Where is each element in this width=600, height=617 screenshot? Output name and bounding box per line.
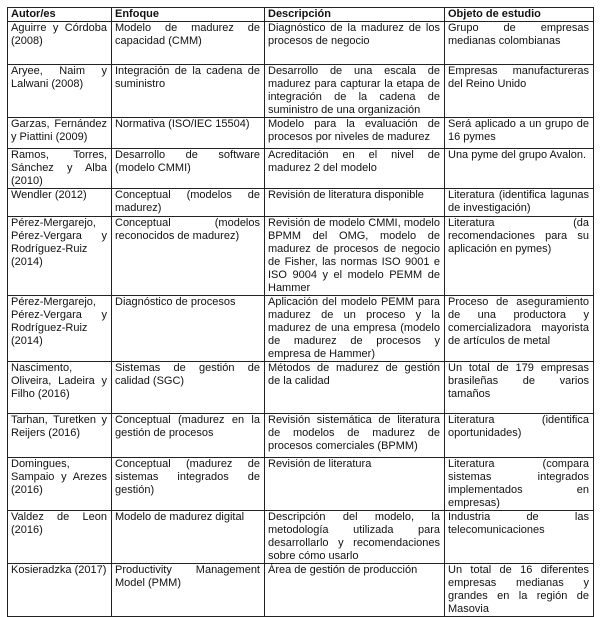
table-row: [8, 511, 594, 564]
header-approach: Enfoque: [112, 8, 265, 22]
cell-object: Empresas manufactureras del Reino Unido: [445, 65, 594, 118]
cell-object: Será aplicado a un grupo de 16 pymes: [445, 118, 594, 149]
cell-approach: Normativa (ISO/IEC 15504): [112, 118, 265, 149]
table-row: [8, 458, 594, 511]
cell-authors: Garzas, Fernández y Piattini (2009): [8, 118, 112, 149]
cell-object: Literatura (da recomendaciones para su aplicación en pymes): [445, 217, 594, 296]
header-object: Objeto de estudio: [445, 8, 594, 22]
header-authors: Autor/es: [8, 8, 112, 22]
cell-description: Aplicación del modelo PEMM para madurez de un proceso y la madurez de una empresa (modelo de madurez de procesos y empresa de Hammer): [265, 296, 445, 362]
cell-authors: Tarhan, Turetken y Reijers (2016): [8, 414, 112, 458]
cell-approach: Integración de la cadena de suministro: [112, 65, 265, 118]
cell-authors: Kosieradzka (2017): [8, 564, 112, 617]
cell-object: Proceso de aseguramiento de una productora y comercializadora mayorista de artículos de metal: [445, 296, 594, 362]
cell-description: Revisión sistemática de literatura de modelos de madurez de procesos comerciales (BPMM): [265, 414, 445, 458]
cell-description: Modelo para la evaluación de procesos por niveles de madurez: [265, 118, 445, 149]
table-row: [8, 217, 594, 296]
cell-authors: Domingues, Sampaio y Arezes (2016): [8, 458, 112, 511]
cell-object: Literatura (identifica oportunidades): [445, 414, 594, 458]
cell-description: Revisión de literatura disponible: [265, 189, 445, 217]
cell-object: Un total de 16 diferentes empresas medianas y grandes en la región de Masovia: [445, 564, 594, 617]
cell-approach: Modelo de madurez digital: [112, 511, 265, 564]
header-row: [8, 8, 594, 22]
cell-approach: Modelo de madurez de capacidad (CMM): [112, 22, 265, 65]
cell-description: Revisión de literatura: [265, 458, 445, 511]
cell-authors: Pérez-Mergarejo, Pérez-Vergara y Rodríguez-Ruiz (2014): [8, 217, 112, 296]
cell-approach: Conceptual (modelos reconocidos de madurez): [112, 217, 265, 296]
cell-approach: Conceptual (modelos de madurez): [112, 189, 265, 217]
cell-object: Una pyme del grupo Avalon.: [445, 149, 594, 189]
cell-authors: Valdez de Leon (2016): [8, 511, 112, 564]
table-row: [8, 65, 594, 118]
cell-approach: Productivity Management Model (PMM): [112, 564, 265, 617]
cell-object: Un total de 179 empresas brasileñas de varios tamaños: [445, 362, 594, 414]
cell-authors: Aguirre y Córdoba (2008): [8, 22, 112, 65]
cell-authors: Aryee, Naim y Lalwani (2008): [8, 65, 112, 118]
table-row: [8, 189, 594, 217]
cell-description: Desarrollo de una escala de madurez para capturar la etapa de integración de la cadena de suministro de una organización: [265, 65, 445, 118]
cell-description: Métodos de madurez de gestión de la calidad: [265, 362, 445, 414]
cell-authors: Wendler (2012): [8, 189, 112, 217]
cell-description: Acreditación en el nivel de madurez 2 del modelo: [265, 149, 445, 189]
table-row: [8, 118, 594, 149]
table-row: [8, 414, 594, 458]
header-description: Descripción: [265, 8, 445, 22]
cell-object: Literatura (identifica lagunas de investigación): [445, 189, 594, 217]
table-row: [8, 296, 594, 362]
cell-approach: Conceptual (madurez de sistemas integrados de gestión): [112, 458, 265, 511]
table-row: [8, 149, 594, 189]
table-row: [8, 362, 594, 414]
cell-approach: Diagnóstico de procesos: [112, 296, 265, 362]
cell-description: Revisión de modelo CMMI, modelo BPMM del OMG, modelo de madurez de procesos de negocio de Fisher, las normas ISO 9001 e ISO 9004 y el modelo PEMM de Hammer: [265, 217, 445, 296]
cell-authors: Nascimento, Oliveira, Ladeira y Filho (2016): [8, 362, 112, 414]
cell-approach: Sistemas de gestión de calidad (SGC): [112, 362, 265, 414]
cell-description: Área de gestión de producción: [265, 564, 445, 617]
cell-description: Descripción del modelo, la metodología utilizada para desarrollarlo y recomendaciones sobre cómo usarlo: [265, 511, 445, 564]
cell-approach: Desarrollo de software (modelo CMMI): [112, 149, 265, 189]
cell-object: Industria de las telecomunicaciones: [445, 511, 594, 564]
literature-table: [7, 7, 594, 617]
cell-authors: Ramos, Torres, Sánchez y Alba (2010): [8, 149, 112, 189]
cell-authors: Pérez-Mergarejo, Pérez-Vergara y Rodríguez-Ruiz (2014): [8, 296, 112, 362]
cell-object: Literatura (compara sistemas integrados implementados en empresas): [445, 458, 594, 511]
cell-object: Grupo de empresas medianas colombianas: [445, 22, 594, 65]
cell-approach: Conceptual (madurez en la gestión de procesos: [112, 414, 265, 458]
cell-description: Diagnóstico de la madurez de los procesos de negocio: [265, 22, 445, 65]
table-row: [8, 22, 594, 65]
